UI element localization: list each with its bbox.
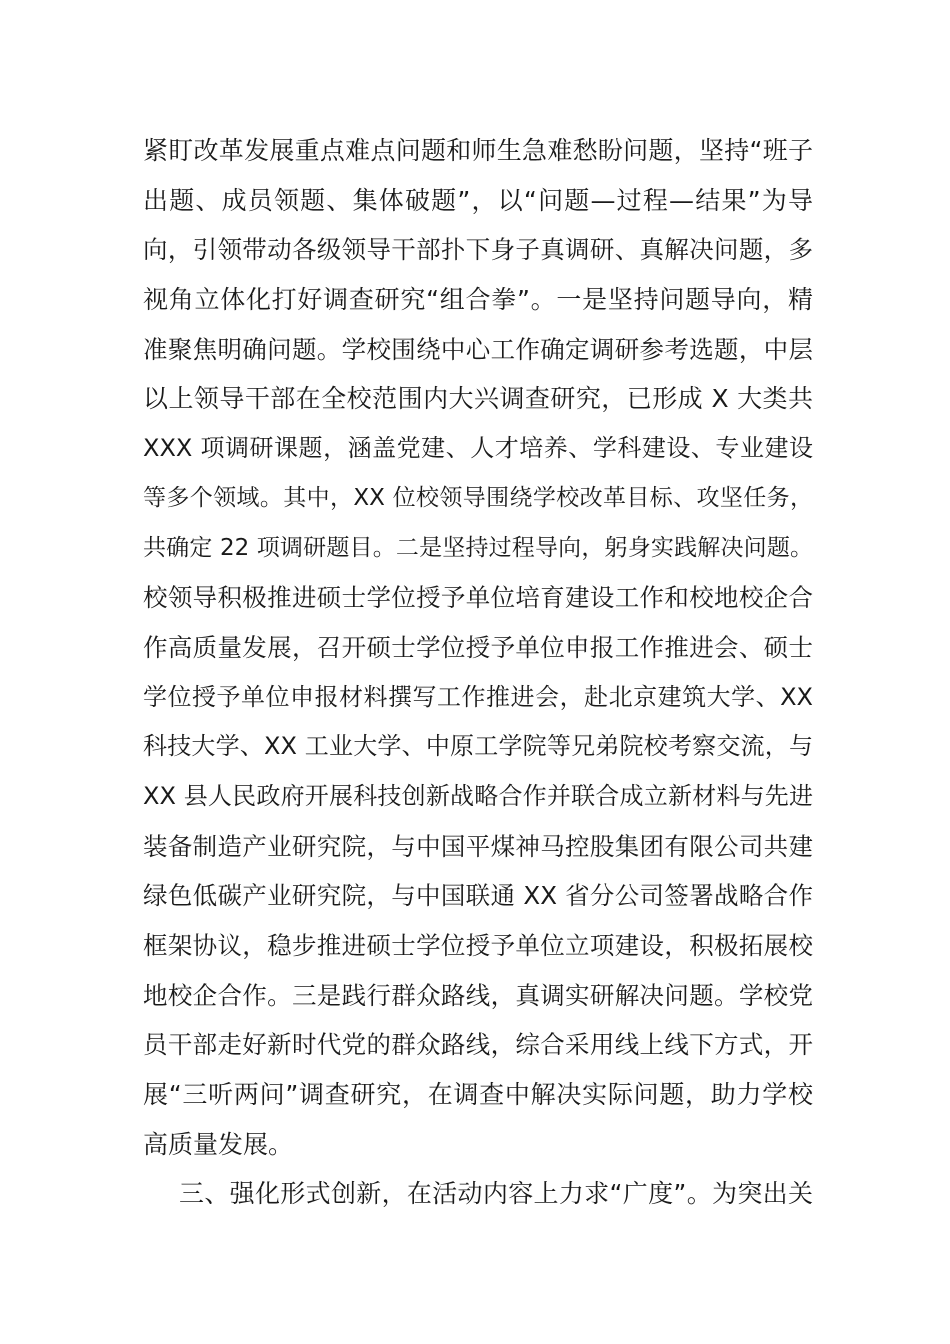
text-line: XXX 项调研课题，涵盖党建、人才培养、学科建设、专业建设 xyxy=(143,434,813,463)
text-line: 展“三听两问”调查研究，在调查中解决实际问题，助力学校 xyxy=(143,1080,813,1110)
text-line: 科技大学、XX 工业大学、中原工学院等兄弟院校考察交流，与 xyxy=(143,732,813,761)
text-line: 以上领导干部在全校范围内大兴调查研究，已形成 X 大类共 xyxy=(143,384,813,414)
section-heading-line: 三、强化形式创新，在活动内容上力求“广度”。为突出关 xyxy=(179,1179,813,1209)
text-line-paragraph-end: 高质量发展。 xyxy=(143,1129,294,1159)
text-line: 等多个领域。其中，XX 位校领导围绕学校改革目标、攻坚任务， xyxy=(143,484,813,511)
text-line: 紧盯改革发展重点难点问题和师生急难愁盼问题，坚持“班子 xyxy=(143,136,813,165)
body-text xyxy=(143,126,813,1219)
text-line: 共确定 22 项调研题目。二是坚持过程导向，躬身实践解决问题。 xyxy=(143,534,813,561)
text-line: 装备制造产业研究院，与中国平煤神马控股集团有限公司共建 xyxy=(143,831,813,861)
text-line: 员干部走好新时代党的群众路线，综合采用线上线下方式，开 xyxy=(143,1030,813,1060)
text-line: 学位授予单位申报材料撰写工作推进会，赴北京建筑大学、XX xyxy=(143,682,813,711)
text-line: 框架协议，稳步推进硕士学位授予单位立项建设，积极拓展校 xyxy=(143,931,813,960)
text-line: 地校企合作。三是践行群众路线，真调实研解决问题。学校党 xyxy=(143,980,813,1010)
text-line: 绿色低碳产业研究院，与中国联通 XX 省分公司签署战略合作 xyxy=(143,881,813,911)
text-line: 作高质量发展，召开硕士学位授予单位申报工作推进会、硕士 xyxy=(143,632,813,662)
text-line: 视角立体化打好调查研究“组合拳”。一是坚持问题导向，精 xyxy=(143,285,813,315)
text-line: XX 县人民政府开展科技创新战略合作并联合成立新材料与先进 xyxy=(143,781,813,810)
text-line: 向，引领带动各级领导干部扑下身子真调研、真解决问题，多 xyxy=(143,235,813,265)
text-line: 出题、成员领题、集体破题”，以“问题—过程—结果”为导 xyxy=(143,185,813,215)
text-line: 校领导积极推进硕士学位授予单位培育建设工作和校地校企合 xyxy=(143,583,813,613)
text-line: 准聚焦明确问题。学校围绕中心工作确定调研参考选题，中层 xyxy=(143,334,813,364)
